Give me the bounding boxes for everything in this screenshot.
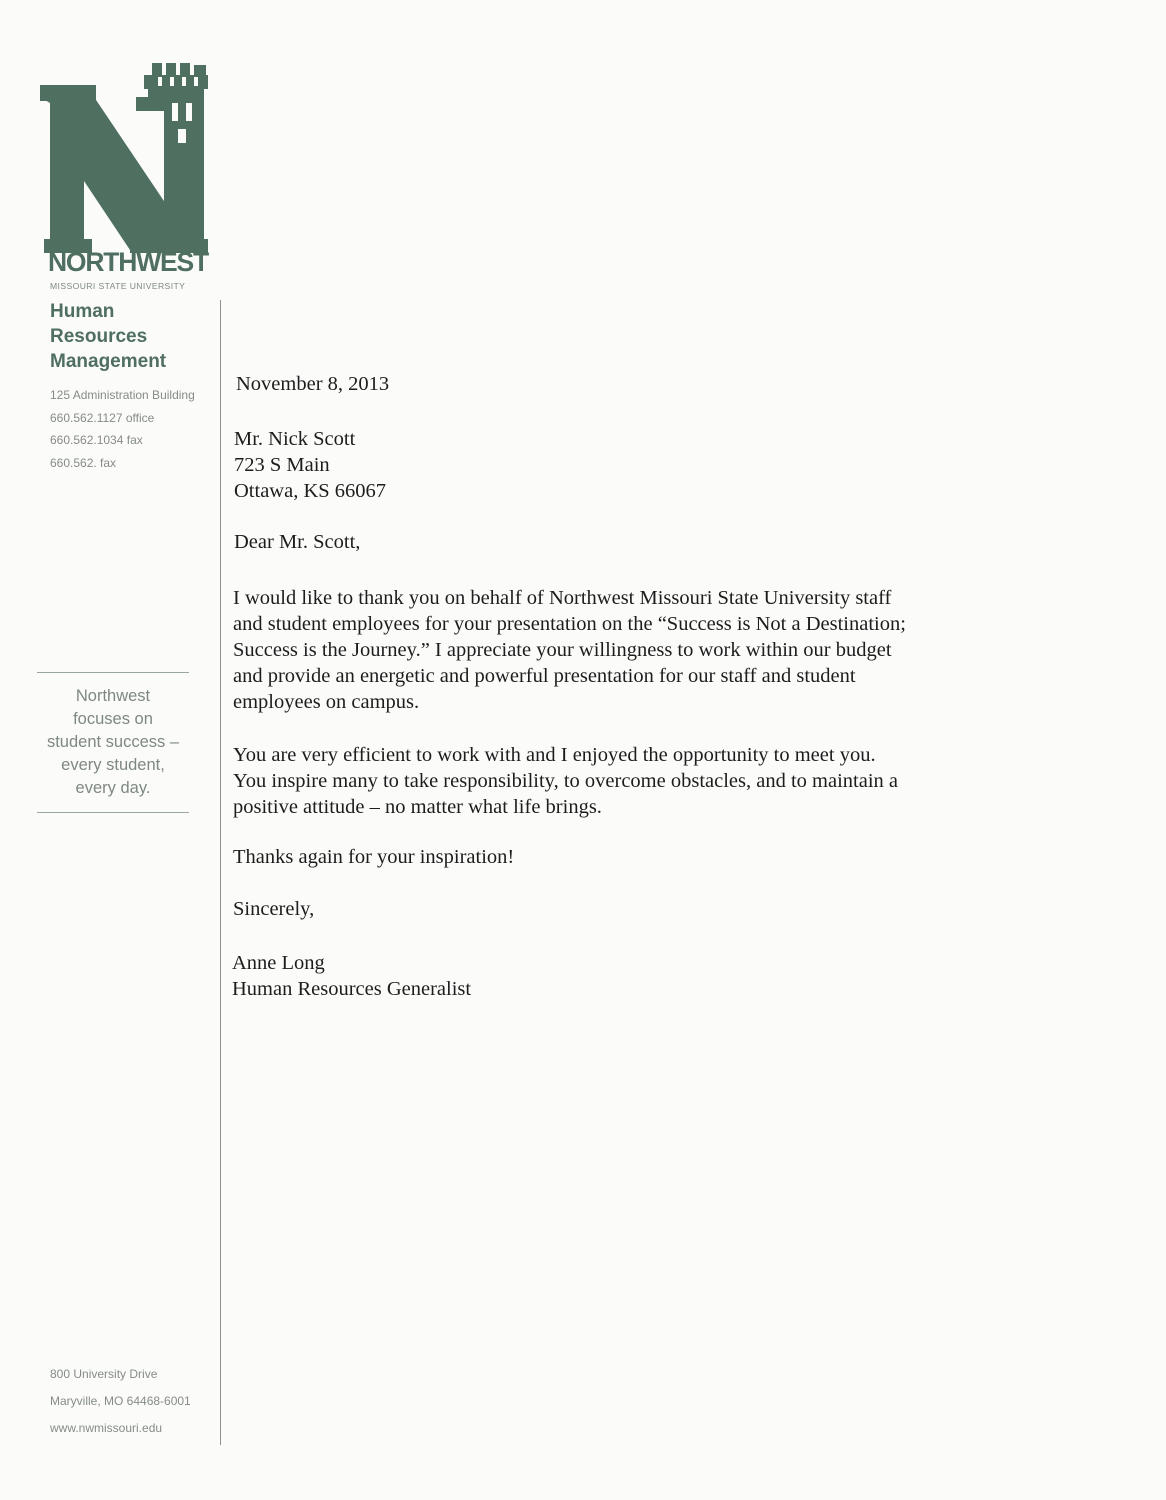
paragraph-line: and provide an energetic and powerful presentation for our staff and student bbox=[233, 665, 856, 687]
tagline-line: Northwest bbox=[75, 687, 151, 705]
tagline bbox=[20, 685, 206, 800]
signature-block bbox=[232, 950, 471, 1002]
footer-city: Maryville, MO 64468-6001 bbox=[50, 1394, 191, 1408]
recipient-city: Ottawa, KS 66067 bbox=[234, 480, 387, 502]
letter-date: November 8, 2013 bbox=[236, 373, 390, 395]
department-line: Resources bbox=[50, 326, 148, 347]
closing: Sincerely, bbox=[233, 898, 315, 920]
recipient-address bbox=[234, 426, 386, 504]
body-paragraph-2 bbox=[233, 742, 1023, 820]
paragraph-line: employees on campus. bbox=[233, 691, 420, 713]
letterhead-sidebar bbox=[0, 0, 222, 1500]
signer-name: Anne Long bbox=[232, 952, 325, 974]
tagline-line: every student, bbox=[61, 756, 165, 774]
thanks-line: Thanks again for your inspiration! bbox=[233, 846, 515, 868]
paragraph-line: I would like to thank you on behalf of Northwest Missouri State University staff bbox=[233, 587, 892, 609]
tagline-line: focuses on bbox=[73, 710, 153, 728]
department-line: Management bbox=[50, 351, 167, 372]
contact-building: 125 Administration Building bbox=[50, 388, 195, 402]
salutation: Dear Mr. Scott, bbox=[234, 531, 361, 553]
contact-fax-2: 660.562. fax bbox=[50, 455, 117, 470]
tagline-line: student success – bbox=[46, 733, 180, 751]
department-line: Human bbox=[50, 301, 115, 322]
paragraph-line: You inspire many to take responsibility, to overcome obstacles, and to maintain a bbox=[233, 770, 898, 792]
tagline-line: every day. bbox=[75, 779, 151, 797]
footer-website: www.nwmissouri.edu bbox=[50, 1421, 163, 1435]
recipient-name: Mr. Nick Scott bbox=[234, 428, 356, 450]
university-subtitle: MISSOURI STATE UNIVERSITY bbox=[50, 281, 186, 291]
tagline-bottom-rule bbox=[37, 812, 189, 813]
university-wordmark: NORTHWEST bbox=[48, 247, 208, 277]
paragraph-line: You are very efficient to work with and I enjoyed the opportunity to meet you. bbox=[233, 744, 876, 766]
contact-office-phone: 660.562.1127 office bbox=[50, 410, 155, 425]
footer-street: 800 University Drive bbox=[50, 1367, 158, 1381]
recipient-street: 723 S Main bbox=[234, 454, 330, 476]
sidebar-divider bbox=[220, 300, 221, 1445]
paragraph-line: Success is the Journey.” I appreciate your willingness to work within our budget bbox=[233, 639, 892, 661]
department-name bbox=[50, 299, 210, 374]
paragraph-line: positive attitude – no matter what life brings. bbox=[233, 796, 602, 818]
body-paragraph-1 bbox=[233, 585, 1023, 715]
contact-info bbox=[50, 384, 220, 474]
signer-title: Human Resources Generalist bbox=[232, 978, 472, 1000]
footer-address bbox=[50, 1361, 220, 1442]
northwest-n-tower-logo-icon bbox=[40, 63, 208, 253]
contact-fax: 660.562.1034 fax bbox=[50, 433, 143, 447]
tagline-top-rule bbox=[37, 672, 189, 673]
paragraph-line: and student employees for your presentation on the “Success is Not a Destination; bbox=[233, 613, 906, 635]
